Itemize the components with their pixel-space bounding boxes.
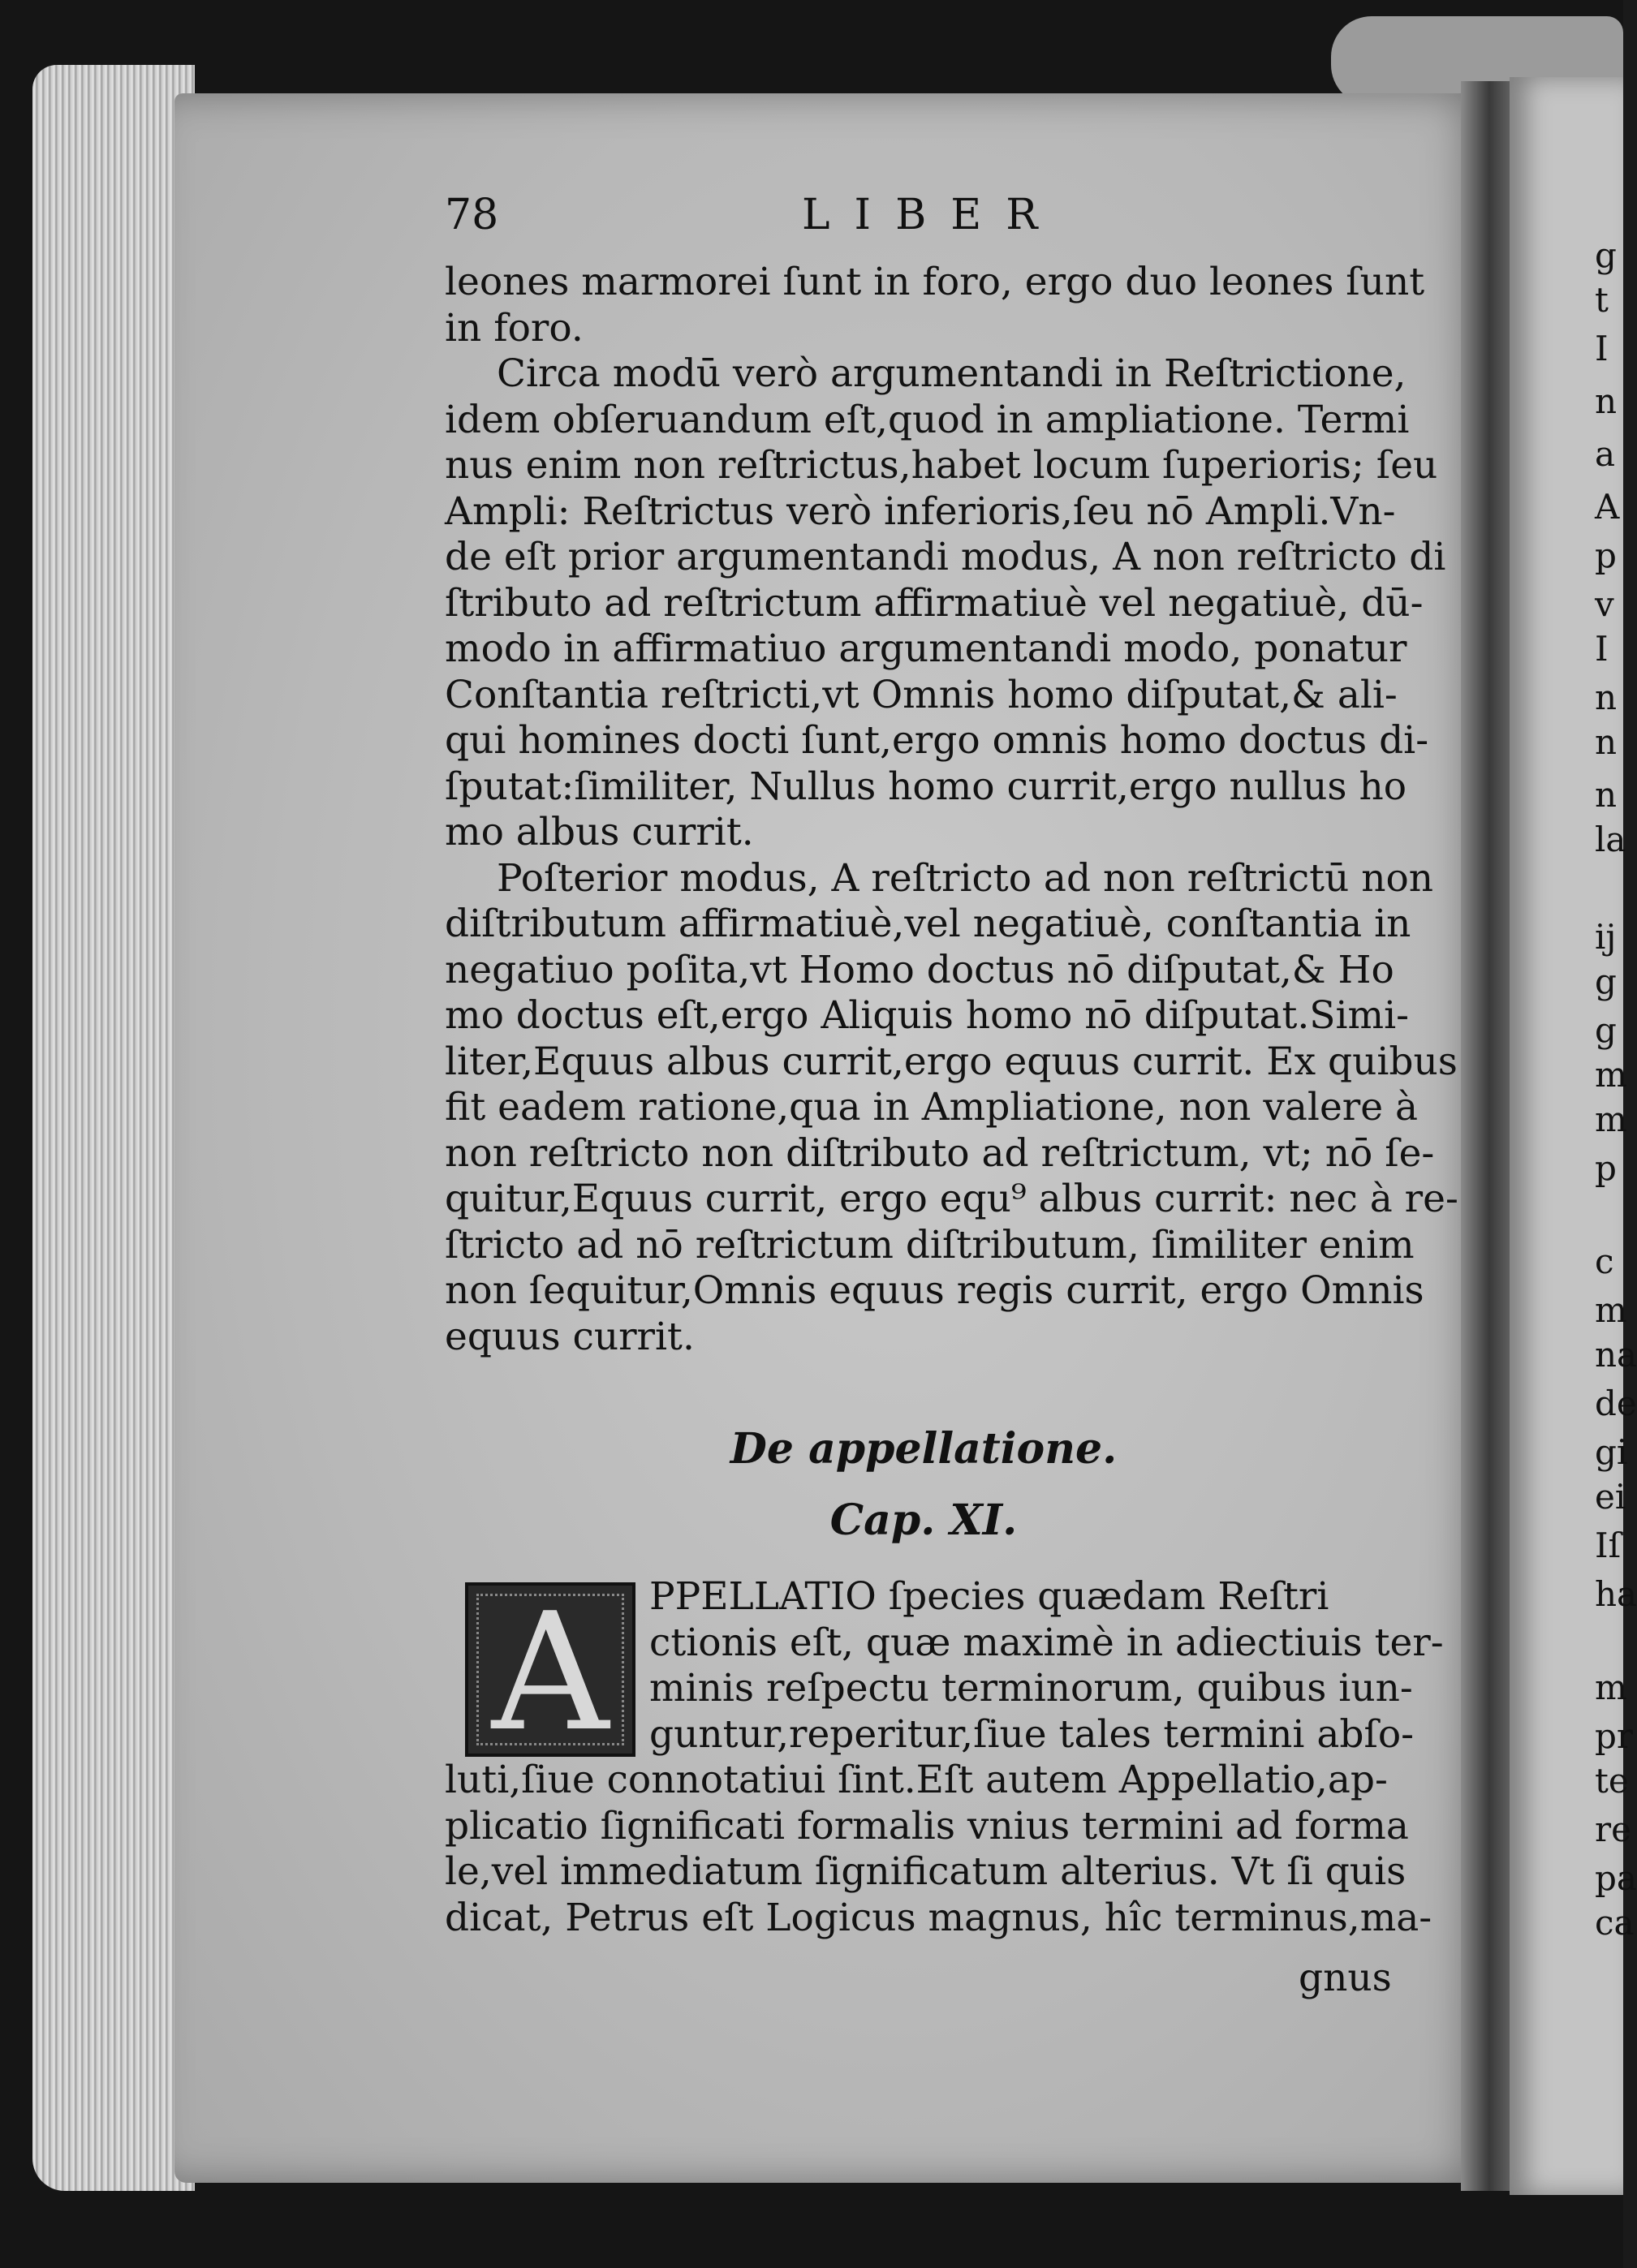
text-line: luti,ſiue connotatiui ſint.Eſt autem Appellatio,ap- (445, 1758, 1388, 1802)
facing-page-fragment: na (1595, 1335, 1637, 1375)
facing-page-fragment: ei (1595, 1477, 1626, 1517)
text-line: ſtributo ad reſtrictum affirmatiuè vel negatiuè, dū- (445, 580, 1424, 626)
text-line: leones marmorei ſunt in foro, ergo duo leones ſunt (445, 260, 1425, 304)
text-line: mo doctus eſt,ergo Aliquis homo nō diſputat.Simi- (445, 993, 1410, 1038)
text-line: in foro. (445, 305, 584, 351)
facing-page-fragment: pr (1595, 1716, 1633, 1756)
chapter-text (445, 1574, 1444, 1941)
facing-page-fragment: m (1595, 1055, 1627, 1095)
text-line: qui homines docti ſunt,ergo omnis homo doctus di- (445, 718, 1429, 763)
text-line: modo in affirmatiuo argumentandi modo, ponatur (445, 626, 1407, 671)
facing-page-fragment: ca (1595, 1903, 1635, 1943)
facing-page-fragment: v (1595, 584, 1614, 624)
folio-number: 78 (445, 191, 499, 239)
facing-page-fragment: n (1595, 381, 1618, 421)
facing-page-fragment: m (1595, 1100, 1627, 1139)
text-line: ſtricto ad nō reſtrictum diſtributum, ſimiliter enim (445, 1222, 1415, 1267)
facing-page-fragment: re (1595, 1810, 1631, 1849)
text-line: non reſtricto non diſtributo ad reſtrictum, vt; nō ſe- (445, 1130, 1435, 1176)
facing-page-fragment: p (1595, 536, 1617, 575)
text-line: quitur,Equus currit, ergo equ⁹ albus currit: nec à re- (445, 1177, 1458, 1221)
chapter-number: Cap. XI. (829, 1496, 1018, 1545)
facing-page-fragment: m (1595, 1290, 1627, 1330)
facing-page-fragment: de (1595, 1384, 1637, 1423)
text-line: ctionis eſt, quæ maximè in adiectiuis ter- (649, 1620, 1444, 1665)
text-line: ſputat:ſimiliter, Nullus homo currit,ergo nullus ho (445, 764, 1407, 809)
facing-page-fragment: A (1595, 487, 1620, 527)
facing-page-fragment: n (1595, 722, 1618, 762)
catchword: gnus (1299, 1956, 1392, 2000)
text-line: idem obſeruandum eſt,quod in ampliatione. Termi (445, 397, 1410, 442)
text-line: Poſterior modus, A reſtricto ad non reſtrictū non (497, 855, 1434, 901)
facing-page-fragment: I (1595, 629, 1609, 669)
initial-letter: A (491, 1578, 610, 1767)
facing-page-fragment: g (1595, 1010, 1617, 1050)
text-line: Conſtantia reſtricti,vt Omnis homo diſputat,& ali- (445, 672, 1398, 717)
facing-page-fragment: m (1595, 1668, 1627, 1707)
text-line: Ampli: Reſtrictus verò inferioris,ſeu nō Ampli.Vn- (445, 488, 1396, 534)
facing-page-fragment: n (1595, 775, 1618, 815)
text-line: de eſt prior argumentandi modus, A non reſtricto di (445, 535, 1446, 579)
text-line: dicat, Petrus eſt Logicus magnus, hîc terminus,ma- (445, 1895, 1432, 1940)
text-line: diſtributum affirmatiuè,vel negatiuè, conſtantia in (445, 902, 1411, 946)
text-line: fit eadem ratione,qua in Ampliatione, non valere à (445, 1085, 1419, 1130)
facing-page-fragment: Iſ (1595, 1526, 1622, 1565)
text-line: Circa modū verò argumentandi in Reſtrictione, (497, 351, 1407, 396)
page-header (445, 191, 1402, 247)
facing-page-fragment: ha (1595, 1574, 1637, 1614)
text-line: liter,Equus albus currit,ergo equus currit. Ex quibus (445, 1039, 1458, 1084)
facing-page-fragment: p (1595, 1148, 1617, 1188)
text-line: plicatio ſignificati formalis vnius termini ad forma (445, 1803, 1409, 1848)
facing-page-fragment: n (1595, 678, 1618, 717)
body-text (445, 260, 1458, 1360)
facing-page-fragment: a (1595, 434, 1616, 474)
text-line: nus enim non reſtrictus,habet locum ſuperioris; ſeu (445, 443, 1438, 488)
text-line: PPELLATIO ſpecies quædam Reſtri (649, 1574, 1329, 1619)
facing-page-fragment: t (1595, 280, 1609, 320)
text-line: equus currit. (445, 1314, 695, 1359)
facing-page-fragment: te (1595, 1761, 1629, 1801)
text-line: le,vel immediatum ſignificatum alterius. Vt ſi quis (445, 1849, 1407, 1894)
page-edges (32, 65, 195, 2191)
chapter-heading: De appellatione. (730, 1424, 1118, 1474)
facing-page-fragment: g (1595, 235, 1617, 275)
facing-page-fragment: la (1595, 820, 1626, 859)
text-line: non ſequitur,Omnis equus regis currit, ergo Omnis (445, 1268, 1424, 1313)
facing-page-fragment: pa (1595, 1858, 1637, 1898)
text-line: minis reſpectu terminorum, quibus iun- (649, 1666, 1413, 1711)
text-line: mo albus currit. (445, 810, 754, 854)
text-line: guntur,reperitur,ſiue tales termini abſo- (649, 1711, 1415, 1757)
facing-page-fragment: gi (1595, 1432, 1628, 1472)
facing-page-fragment: g (1595, 962, 1617, 1001)
facing-page-fragment: c (1595, 1242, 1614, 1281)
text-line: negatiuo poſita,vt Homo doctus nō diſputat,& Ho (445, 947, 1394, 992)
facing-page-fragment: I (1595, 329, 1609, 368)
facing-page-fragment: ij (1595, 917, 1617, 957)
running-head: LIBER (802, 191, 1062, 239)
